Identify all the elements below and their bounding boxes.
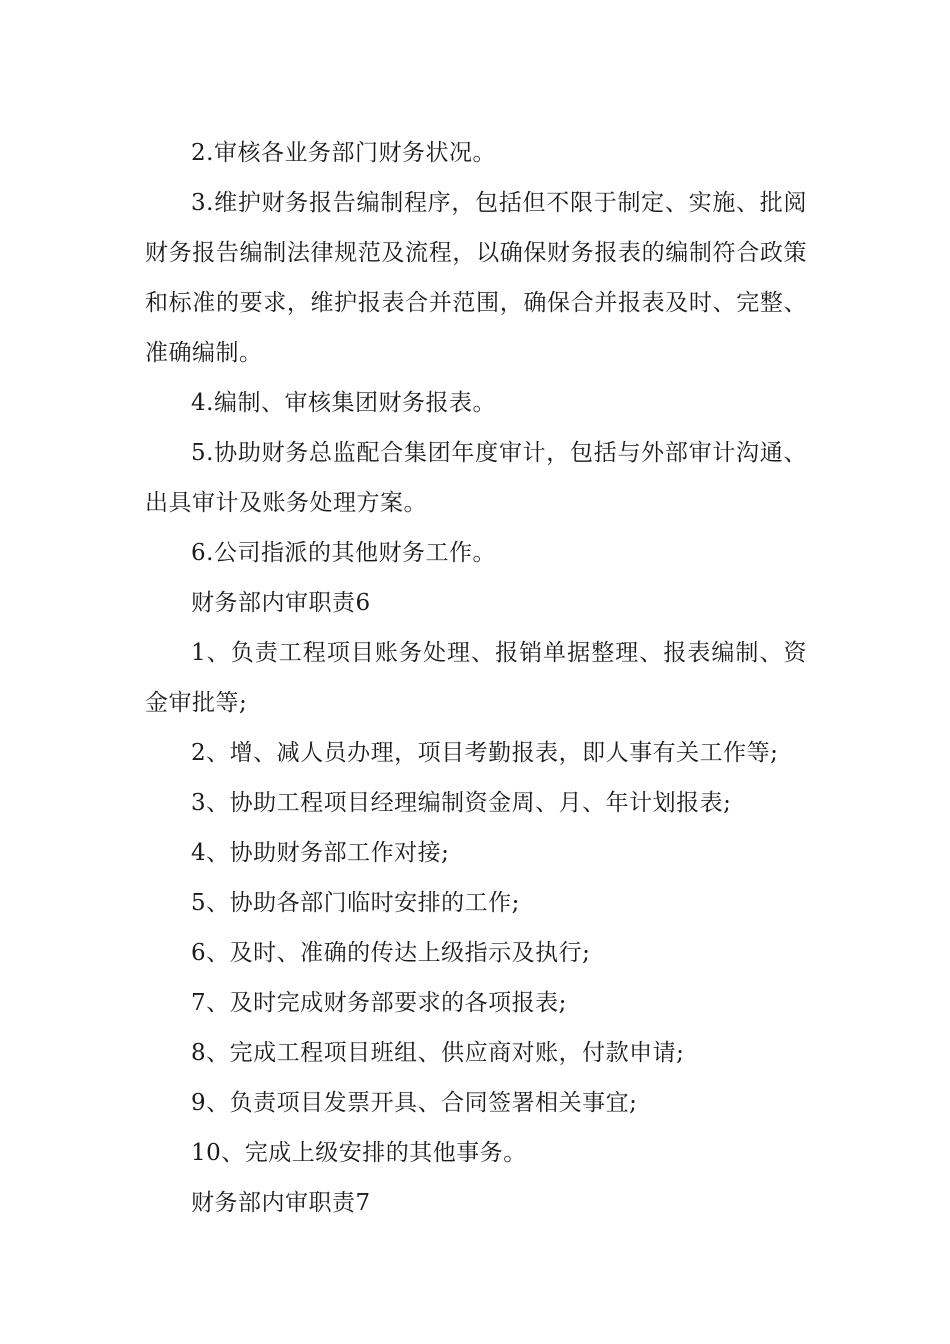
duty-item-2: 2.审核各业务部门财务状况。	[191, 140, 496, 166]
duty-item-3: 3.维护财务报告编制程序，包括但不限于制定、实施、批阅财务报告编制法律规范及流程，以确保财务报表的编制符合政策和标准的要求，维护报表合并范围，确保合并报表及时、完整、准确编制。	[145, 190, 807, 366]
list-item: 6、及时、准确的传达上级指示及执行;	[191, 940, 591, 966]
list-item: 1、负责工程项目账务处理、报销单据整理、报表编制、资金审批等;	[145, 640, 807, 716]
list-item: 3、协助工程项目经理编制资金周、月、年计划报表;	[191, 790, 732, 816]
list-item: 8、完成工程项目班组、供应商对账，付款申请;	[191, 1040, 685, 1066]
list-item: 2、增、减人员办理，项目考勤报表，即人事有关工作等;	[191, 740, 779, 766]
list-item: 4、协助财务部工作对接;	[191, 840, 450, 866]
section-heading-7: 财务部内审职责7	[191, 1190, 371, 1216]
document-body	[145, 128, 807, 1228]
list-item: 5、协助各部门临时安排的工作;	[191, 890, 520, 916]
list-item: 9、负责项目发票开具、合同签署相关事宜;	[191, 1090, 638, 1116]
list-item: 7、及时完成财务部要求的各项报表;	[191, 990, 567, 1016]
section-heading-6: 财务部内审职责6	[191, 590, 371, 616]
list-item: 10、完成上级安排的其他事务。	[191, 1140, 527, 1166]
duty-item-5: 5.协助财务总监配合集团年度审计，包括与外部审计沟通、出具审计及账务处理方案。	[145, 440, 807, 516]
duty-item-6: 6.公司指派的其他财务工作。	[191, 540, 496, 566]
duty-item-4: 4.编制、审核集团财务报表。	[191, 390, 496, 416]
